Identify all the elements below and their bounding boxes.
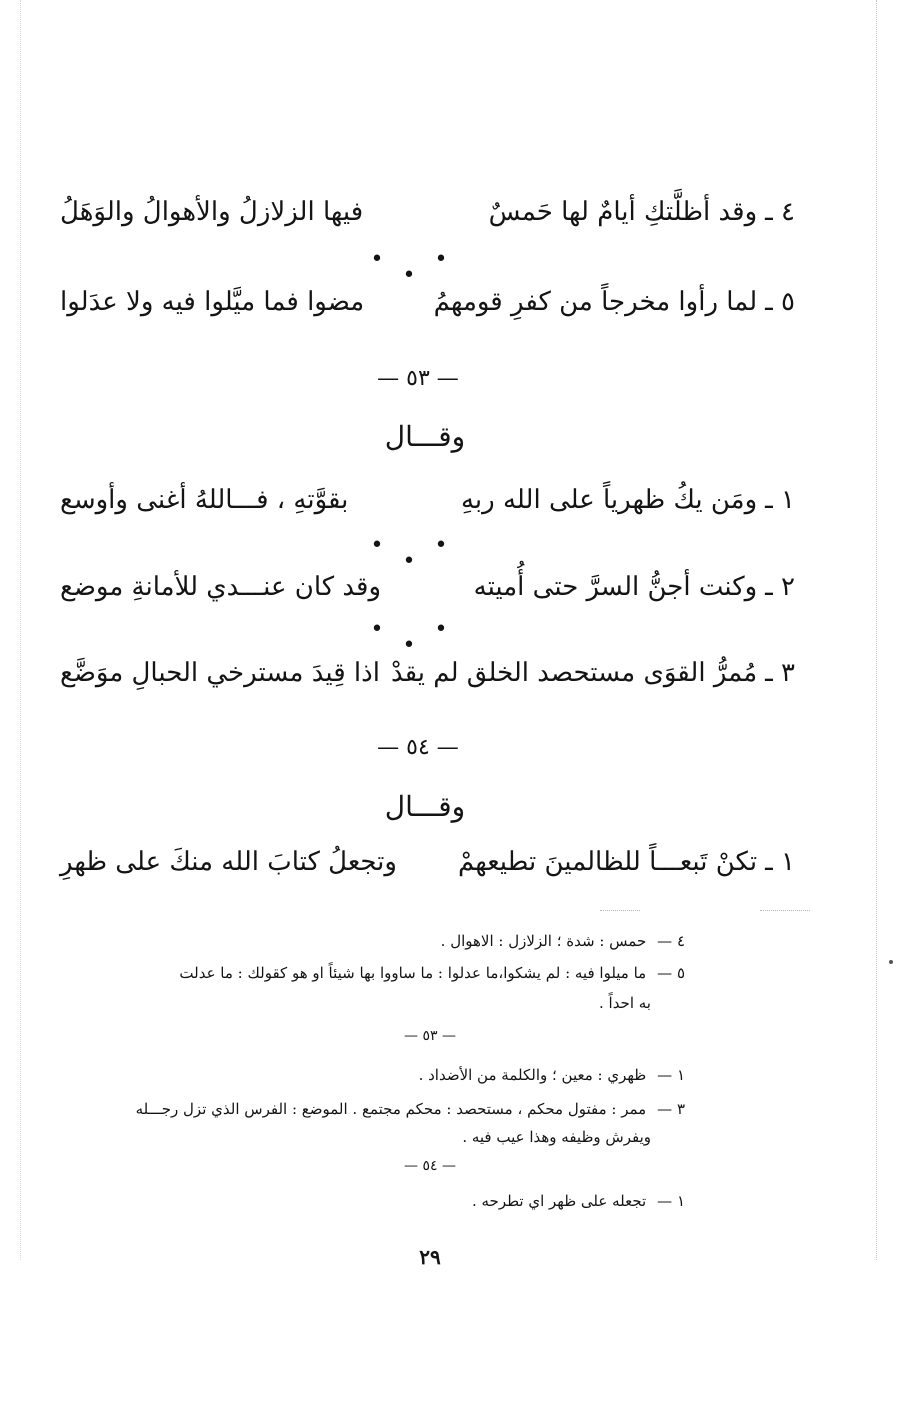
verse-second-hemistich: وقد كان عنـــدي للأمانةِ موضع: [60, 572, 382, 602]
verse-separator: • • •: [370, 617, 470, 658]
verse-text: مُمرُّ القوَى مستحصد الخلق لم يقدْ: [391, 658, 758, 688]
footnote: [65, 960, 685, 986]
footnote-section-separator: — ٥٣ —: [404, 1028, 456, 1044]
verse-first-hemistich: [489, 195, 795, 229]
verse-separator: • • •: [370, 533, 470, 574]
verse-number: ١ ـ: [765, 485, 795, 515]
footnote-number: ٥ —: [657, 964, 685, 982]
footnote-text: ما ميلوا فيه : لم يشكوا،ما عدلوا : ما ساووا بها شيئاً او هو كقولك : ما عدلت: [179, 964, 647, 982]
verse-number: ٣ ـ: [765, 658, 795, 688]
poem-heading: وقـــال: [384, 420, 466, 453]
footnote-text: تجعله على ظهر اي تطرحه .: [471, 1192, 647, 1210]
footnote-rule: [600, 910, 640, 911]
footnote: [65, 1188, 685, 1214]
verse-text: وكنت أجنُّ السرَّ حتى أُميته: [473, 572, 758, 602]
poem-number: — ٥٣ —: [377, 366, 459, 391]
verse-text: وقد أظلَّتكِ أيامٌ لها حَمسٌ: [488, 197, 758, 227]
verse-text: تكنْ تَبعـــاً للظالمينَ تطيعهمْ: [457, 847, 758, 877]
verse-number: ٤ ـ: [765, 197, 795, 227]
scan-speck: [889, 960, 893, 964]
verse-second-hemistich: مضوا فما ميَّلوا فيه ولا عدَلوا: [60, 287, 365, 317]
footnote-text: ظهري : معين ؛ والكلمة من الأضداد .: [418, 1066, 647, 1084]
poem-heading: وقـــال: [384, 790, 466, 823]
footnote-continuation: ويفرش وظيفه وهذا عيب فيه .: [462, 1128, 651, 1146]
verse-second-hemistich: اذا قِيدَ مسترخي الحبالِ موَضَّع: [60, 658, 380, 688]
poem-number: — ٥٤ —: [377, 735, 459, 760]
page-edge-left: [20, 0, 21, 1260]
verse-second-hemistich: وتجعلُ كتابَ الله منكَ على ظهرِ: [60, 847, 397, 877]
verse-second-hemistich: بقوَّتهِ ، فـــاللهُ أغنى وأوسع: [60, 485, 349, 515]
footnote-rule: [760, 910, 810, 911]
footnote-number: ١ —: [657, 1192, 685, 1210]
footnote-continuation: به احداً .: [598, 994, 651, 1012]
footnote-number: ٤ —: [657, 932, 685, 950]
verse-number: ٥ ـ: [765, 287, 795, 317]
verse-first-hemistich: [461, 483, 795, 517]
verse-second-hemistich: فيها الزلازلُ والأهوالُ والوَهَلُ: [60, 197, 364, 227]
footnote-text: حمس : شدة ؛ الزلازل : الاهوال .: [440, 932, 647, 950]
verse-first-hemistich: [391, 656, 795, 690]
footnote-number: ١ —: [657, 1066, 685, 1084]
verse-text: لما رأوا مخرجاً من كفرِ قومهمُ: [433, 287, 758, 317]
footnote-text: ممر : مفتول محكم ، مستحصد : محكم مجتمع . الموضع : الفرس الذي تزل رجـــله: [135, 1100, 647, 1118]
verse-number: ٢ ـ: [765, 572, 795, 602]
page-edge-right: [876, 0, 877, 1260]
page-number: ٢٩: [419, 1245, 441, 1269]
verse-text: ومَن يكُ ظهرياً على الله ربهِ: [460, 485, 758, 515]
footnote-section-separator: — ٥٤ —: [404, 1158, 456, 1174]
footnote: [65, 928, 685, 954]
verse-number: ١ ـ: [765, 847, 795, 877]
verse-separator: • • •: [370, 247, 470, 288]
verse-first-hemistich: [434, 285, 795, 319]
verse-first-hemistich: [458, 845, 795, 879]
verse-first-hemistich: [474, 570, 795, 604]
footnote-number: ٣ —: [657, 1100, 685, 1118]
footnote: [65, 1096, 685, 1122]
footnote: [65, 1062, 685, 1088]
